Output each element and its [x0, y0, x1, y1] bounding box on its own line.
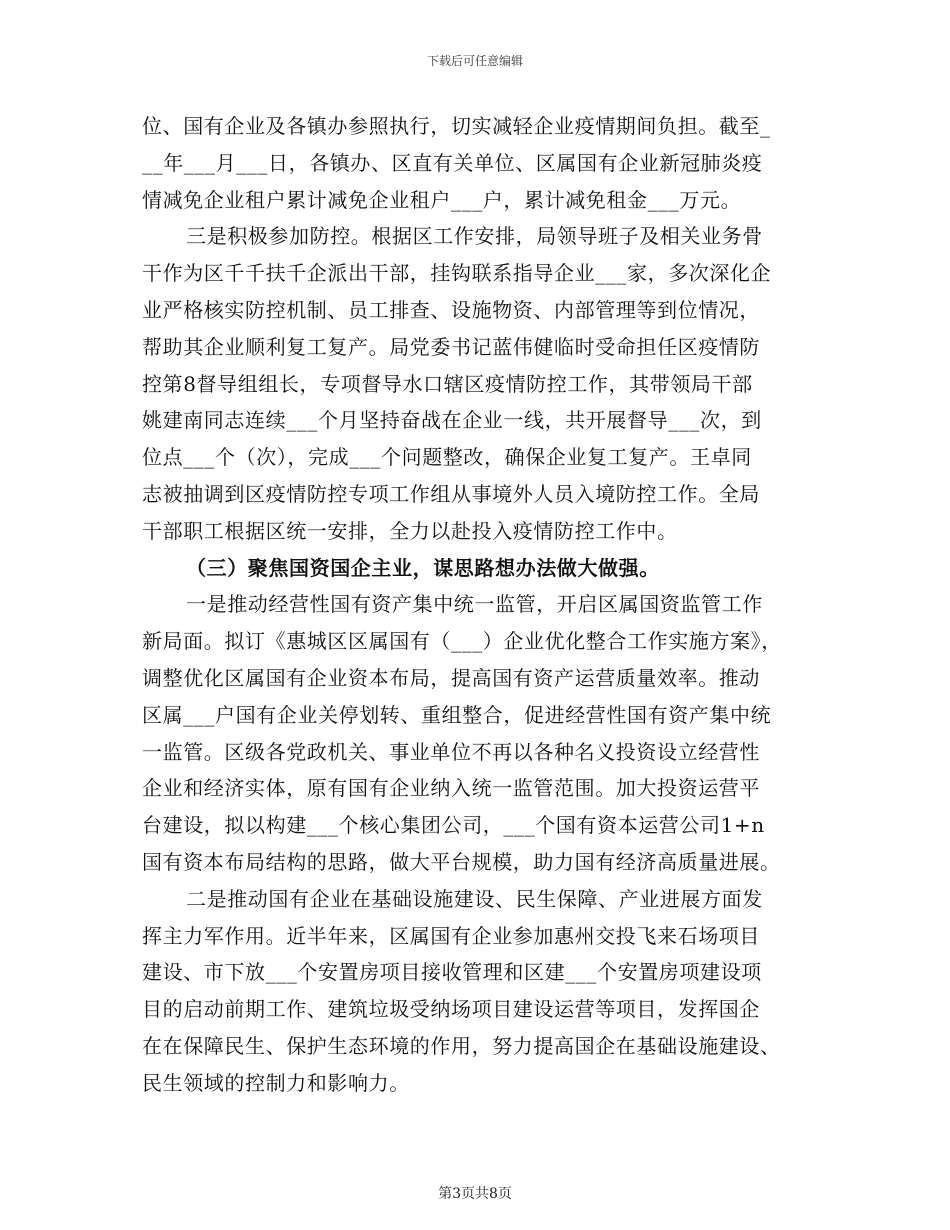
text-line: 志被抽调到区疫情防控专项工作组从事境外人员入境防控工作。全局	[142, 481, 760, 506]
text-line: 建设、市下放___个安置房项目接收管理和区建___个安置房项建设项	[142, 960, 762, 985]
text-line: 目的启动前期工作、建筑垃圾受纳场项目建设运营等项目，发挥国企	[142, 997, 760, 1022]
text-line: 姚建南同志连续___个月坚持奋战在企业一线，共开展督导___次，到	[142, 408, 762, 433]
text-line: 在在保障民生、保护生态环境的作用，努力提高国企在基础设施建设、	[142, 1033, 781, 1058]
text-line: 二是推动国有企业在基础设施建设、民生保障、产业进展方面发	[186, 886, 763, 911]
text-line: 新局面。拟订《惠城区区属国有（___）企业优化整合工作实施方案》，	[142, 629, 782, 654]
text-line: 三是积极参加防控。根据区工作安排，局领导班子及相关业务骨	[186, 224, 763, 249]
text-line: 位、国有企业及各镇办参照执行，切实减轻企业疫情期间负担。截至_	[142, 114, 771, 138]
text-line: 帮助其企业顺利复工复产。局党委书记蓝伟健临时受命担任区疫情防	[142, 334, 760, 359]
text-line: 干部职工根据区统一安排，全力以赴投入疫情防控工作中。	[142, 518, 678, 543]
text-line: __年___月___日，各镇办、区直有关单位、区属国有企业新冠肺炎疫	[142, 150, 763, 175]
text-line: 业严格核实防控机制、员工排查、设施物资、内部管理等到位情况，	[142, 297, 760, 322]
text-line: 民生领域的控制力和影响力。	[142, 1070, 410, 1095]
text-line: 一是推动经营性国有资产集中统一监管，开启区属国资监管工作	[186, 592, 763, 617]
document-body	[142, 108, 822, 1102]
text-line: 台建设，拟以构建___个核心集团公司，___个国有资本运营公司1+n	[142, 813, 765, 838]
section-heading: （三）聚焦国资国企主业，谋思路想办法做大做强。	[186, 555, 660, 580]
text-line: 位点___个（次），完成___个问题整改，确保企业复工复产。王卓同	[142, 445, 752, 470]
page-footer-number: 第3页共8页	[438, 1186, 512, 1202]
text-line: 一监管。区级各党政机关、事业单位不再以各种名义投资设立经营性	[142, 739, 760, 764]
text-line: 控第8督导组组长，专项督导水口辖区疫情防控工作，其带领局干部	[142, 371, 753, 396]
text-line: 情减免企业租户累计减免企业租户___户，累计减免租金___万元。	[142, 187, 742, 212]
text-line: 挥主力军作用。近半年来，区属国有企业参加惠州交投飞来石场项目	[142, 923, 760, 948]
page-header-note: 下载后可任意编辑	[426, 54, 523, 68]
text-line: 调整优化区属国有企业资本布局，提高国有资产运营质量效率。推动	[142, 665, 760, 690]
text-line: 区属___户国有企业关停划转、重组整合，促进经营性国有资产集中统	[142, 702, 772, 727]
text-line: 企业和经济实体，原有国有企业纳入统一监管范围。加大投资运营平	[142, 776, 760, 801]
text-line: 国有资本布局结构的思路，做大平台规模，助力国有经济高质量进展。	[142, 849, 781, 874]
text-line: 干作为区千千扶千企派出干部，挂钩联系指导企业___家，多次深化企	[142, 261, 772, 286]
